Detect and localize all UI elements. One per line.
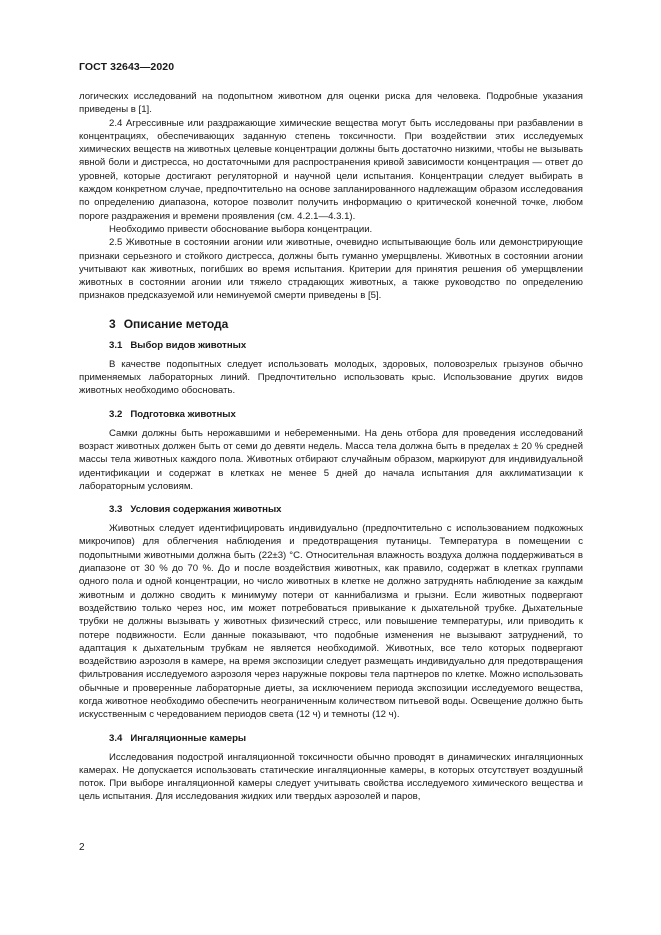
paragraph-3-1: В качестве подопытных следует использовать молодых, здоровых, половозрелых грызунов обычно применяемых лабораторных линий. Предпочтительно использовать крыс. Использование других видов животных необходимо обосновать. bbox=[79, 358, 583, 397]
paragraph-2-5: 2.5 Животные в состоянии агонии или животные, очевидно испытывающие боль или демонстрирующие признаки серьезного и стойкого дистресса, должны быть гуманно умерщвлены. Животных в состоянии агонии учитывают как животных, погибших во время испытания. Критерии для принятия решения об умерщвлении животных в состоянии агонии или тяжело страдающих животных, а также руководство по определению признаков предсказуемой или неминуемой смерти приведены в [5]. bbox=[79, 237, 583, 302]
subsection-3-4-title: Ингаляционные камеры bbox=[130, 732, 247, 744]
paragraph-3-3: Животных следует идентифицировать индивидуально (предпочтительно с использованием подкожных микрочипов) для облегчения наблюдения и предотвращения путаницы. Температура в помещении с подопытными животными должна быть (22±3) °С. Относительная влажность воздуха должна поддерживаться в диапазоне от 30 % до 70 %. До и после воздействия животных, как правило, содержат в клетках группами одного пола и одной концентрации, но число животных в клетке не должно затруднять наблюдение за каждым животным и должно сводить к минимуму потери от каннибализма и грызни. Если животных подвергают воздействию только через нос, им может потребоваться привыкание к дыхательной трубке. Дыхательные трубки не должны вызывать у животных физический стресс, или повышение температуры, или приводить к потере подвижности. Если данные показывают, что подобные изменения не вызывают затруднений, то адаптация к дыхательным трубкам не является необходимой. Животных, все тело которых подвергают воздействию аэрозоля в камере, на время экспозиции следует размещать индивидуально для предотвращения фильтрования исследуемого аэрозоля через наружные покровы тела партнеров по клетке. Можно использовать обычные и проверенные лабораторные диеты, за исключением периода экспозиции исследуемого вещества, когда животное необходимо обеспечить неограниченным количеством питьевой воды. Освещение должно быть искусственным с чередованием периодов света (12 ч) и темноты (12 ч). bbox=[79, 523, 583, 721]
subsection-3-2-heading bbox=[109, 408, 583, 421]
subsection-3-4-heading bbox=[109, 732, 583, 745]
subsection-3-3-number: 3.3 bbox=[109, 504, 123, 516]
subsection-3-3-title: Условия содержания животных bbox=[130, 504, 282, 516]
section-3-number: 3 bbox=[109, 316, 116, 331]
paragraph-continuation: логических исследований на подопытном животном для оценки риска для человека. Подробные указания приведены в [1]. bbox=[79, 91, 583, 116]
subsection-3-4-number: 3.4 bbox=[109, 732, 123, 744]
subsection-3-3-heading bbox=[109, 503, 583, 516]
section-3-title: Описание метода bbox=[123, 316, 229, 331]
section-3-heading bbox=[109, 317, 583, 331]
document-header: ГОСТ 32643—2020 bbox=[79, 61, 175, 73]
page-number: 2 bbox=[79, 842, 85, 853]
subsection-3-1-title: Выбор видов животных bbox=[130, 339, 247, 351]
paragraph-concentration-justification: Необходимо привести обоснование выбора концентрации. bbox=[109, 223, 373, 235]
paragraph-2-4: 2.4 Агрессивные или раздражающие химические вещества могут быть исследованы при разбавлении в концентрациях, обеспечивающих заданную степень токсичности. При воздействии этих исследуемых химических веществ на животных целевые концентрации должны быть достаточно низкими, чтобы не вызывать явной боли и дистресса, но достаточными для распространения кривой зависимости концентрация — ответ до уровней, которые достигают регуляторной и научной цели испытания. Концентрации следует выбирать в каждом конкретном случае, предпочтительно на основе запланированного надлежащим образом исследования по определению диапазона, которое позволит получить информацию о критической конечной точке, любом пороге раздражения и времени проявления (см. 4.2.1—4.3.1). bbox=[79, 117, 583, 222]
subsection-3-2-number: 3.2 bbox=[109, 408, 123, 420]
paragraph-3-2: Самки должны быть нерожавшими и небеременными. На день отбора для проведения исследований возраст животных должен быть от семи до девяти недель. Масса тела должна быть в пределах ± 20 % средней массы тела животных каждого пола. Животных отбирают случайным образом, маркируют для индивидуальной идентификации и содержат в клетках не менее 5 дней до начала испытания для акклиматизации к лабораторным условиям. bbox=[79, 427, 583, 492]
document-body bbox=[79, 90, 583, 804]
subsection-3-1-number: 3.1 bbox=[109, 339, 123, 351]
subsection-3-1-heading bbox=[109, 339, 583, 352]
subsection-3-2-title: Подготовка животных bbox=[130, 408, 236, 420]
paragraph-3-4: Исследования подострой ингаляционной токсичности обычно проводят в динамических ингаляционных камерах. Не допускается использовать статические ингаляционные камеры, в которых отсутствует воздушный поток. При выборе ингаляционной камеры следует учитывать свойства исследуемого химического вещества и цель испытания. Для исследования жидких или твердых аэрозолей и паров, bbox=[79, 751, 583, 803]
